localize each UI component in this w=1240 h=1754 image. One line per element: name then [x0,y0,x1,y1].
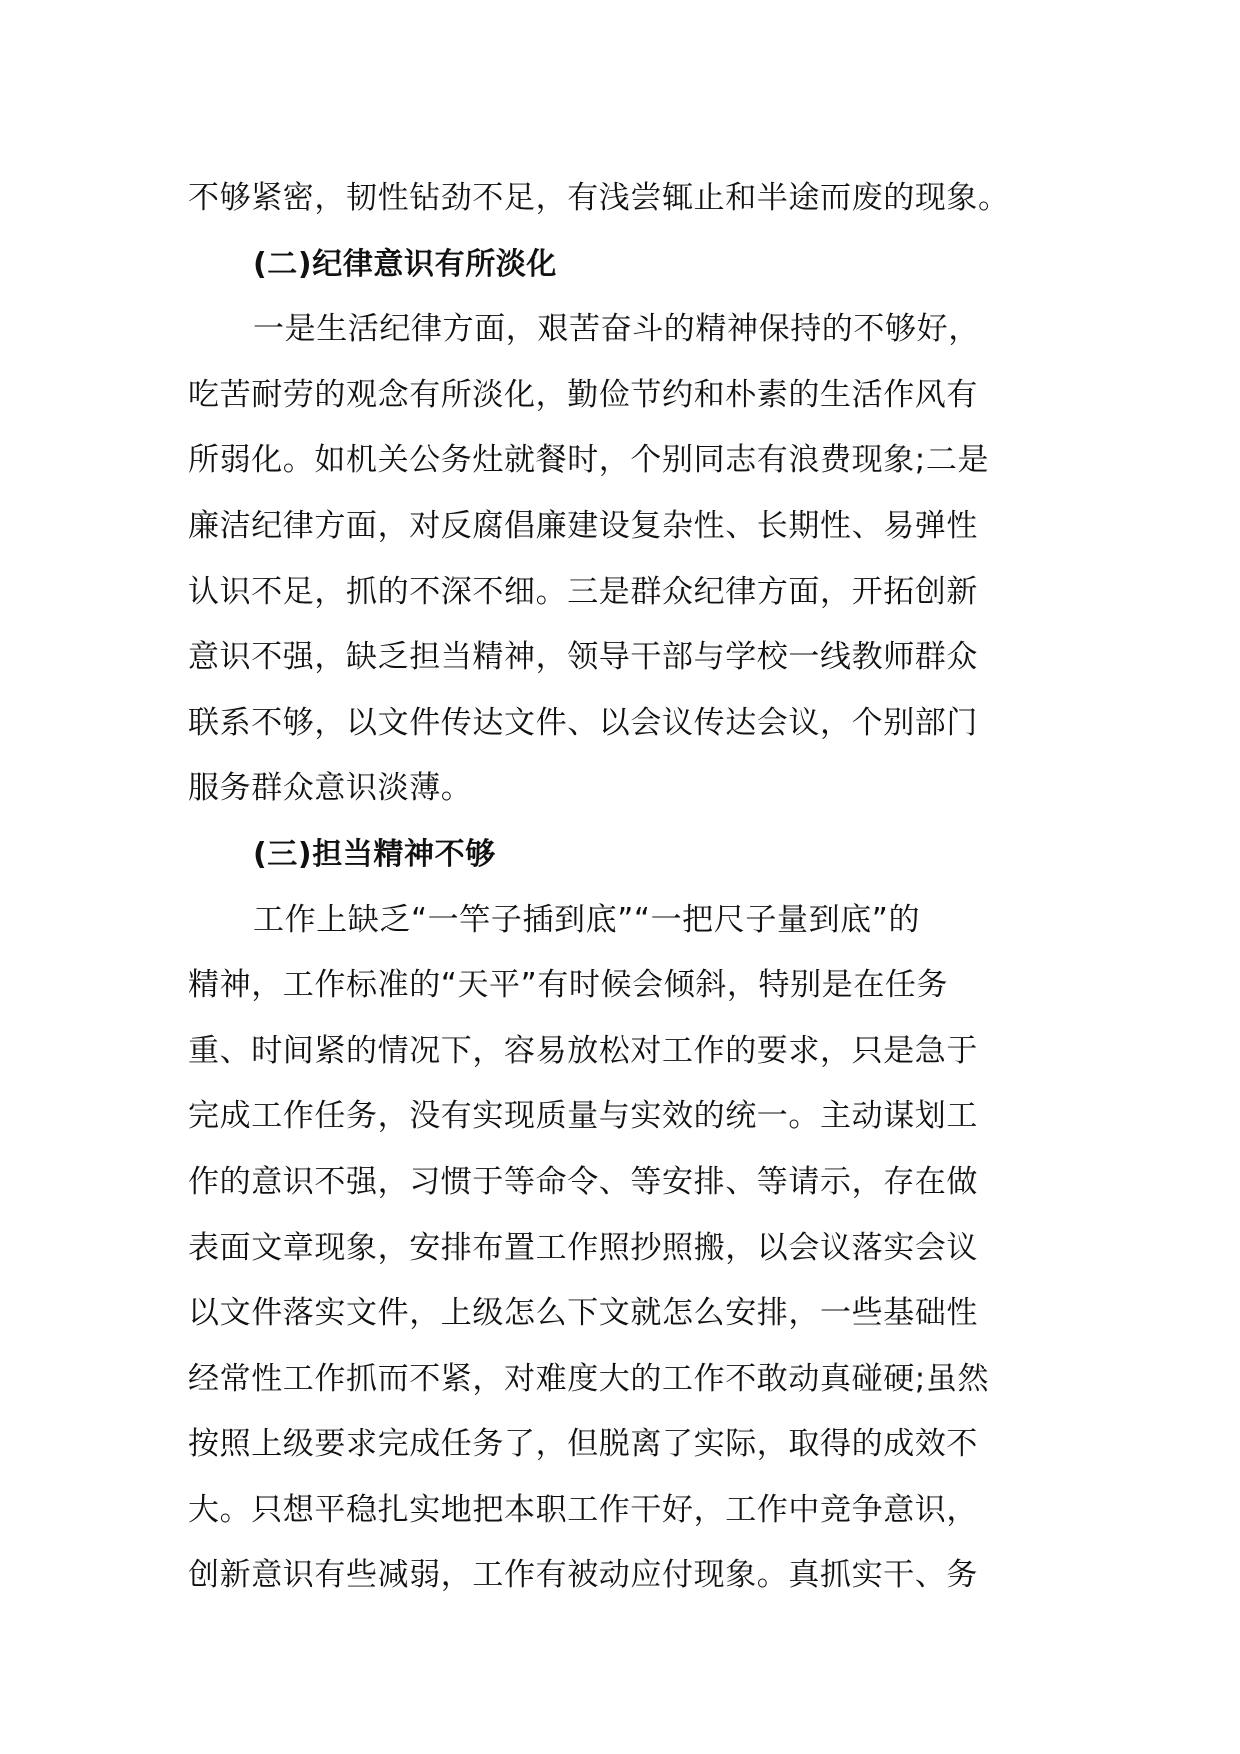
paragraph-line: 表面文章现象，安排布置工作照抄照搬，以会议落实会议 [188,1229,978,1266]
paragraph-line: 以文件落实文件，上级怎么下文就怎么安排，一些基础性 [188,1295,978,1332]
section-heading-responsibility: (三)担当精神不够 [253,836,496,872]
paragraph-line: 服务群众意识淡薄。 [188,770,473,807]
paragraph-line: 工作上缺乏“一竿子插到底”“一把尺子量到底”的 [253,901,921,938]
paragraph-line: 联系不够，以文件传达文件、以会议传达会议，个别部门 [188,704,978,741]
paragraph-line: 作的意识不强，习惯于等命令、等安排、等请示，存在做 [188,1163,978,1200]
paragraph-line: 意识不强，缺乏担当精神，领导干部与学校一线教师群众 [188,639,978,676]
paragraph-line: 完成工作任务，没有实现质量与实效的统一。主动谋划工 [188,1098,978,1135]
paragraph-line: 吃苦耐劳的观念有所淡化，勤俭节约和朴素的生活作风有 [188,376,978,413]
paragraph-line: 经常性工作抓而不紧，对难度大的工作不敢动真碰硬;虽然 [188,1360,990,1397]
paragraph-line: 大。只想平稳扎实地把本职工作干好，工作中竞争意识， [188,1491,978,1528]
paragraph-line: 不够紧密，韧性钻劲不足，有浅尝辄止和半途而废的现象。 [188,180,1010,216]
paragraph-line: 廉洁纪律方面，对反腐倡廉建设复杂性、长期性、易弹性 [188,507,978,544]
paragraph-line: 精神，工作标准的“天平”有时候会倾斜，特别是在任务 [188,967,949,1004]
section-heading-discipline: (二)纪律意识有所淡化 [253,246,558,282]
paragraph-line: 创新意识有些减弱，工作有被动应付现象。真抓实干、务 [188,1557,978,1594]
paragraph-line: 认识不足，抓的不深不细。三是群众纪律方面，开拓创新 [188,573,978,610]
paragraph-line: 所弱化。如机关公务灶就餐时，个别同志有浪费现象;二是 [188,442,990,479]
paragraph-line: 一是生活纪律方面，艰苦奋斗的精神保持的不够好， [253,311,980,348]
paragraph-line: 按照上级要求完成任务了，但脱离了实际，取得的成效不 [188,1426,978,1463]
paragraph-line: 重、时间紧的情况下，容易放松对工作的要求，只是急于 [188,1032,978,1069]
document-body [188,166,1058,1609]
